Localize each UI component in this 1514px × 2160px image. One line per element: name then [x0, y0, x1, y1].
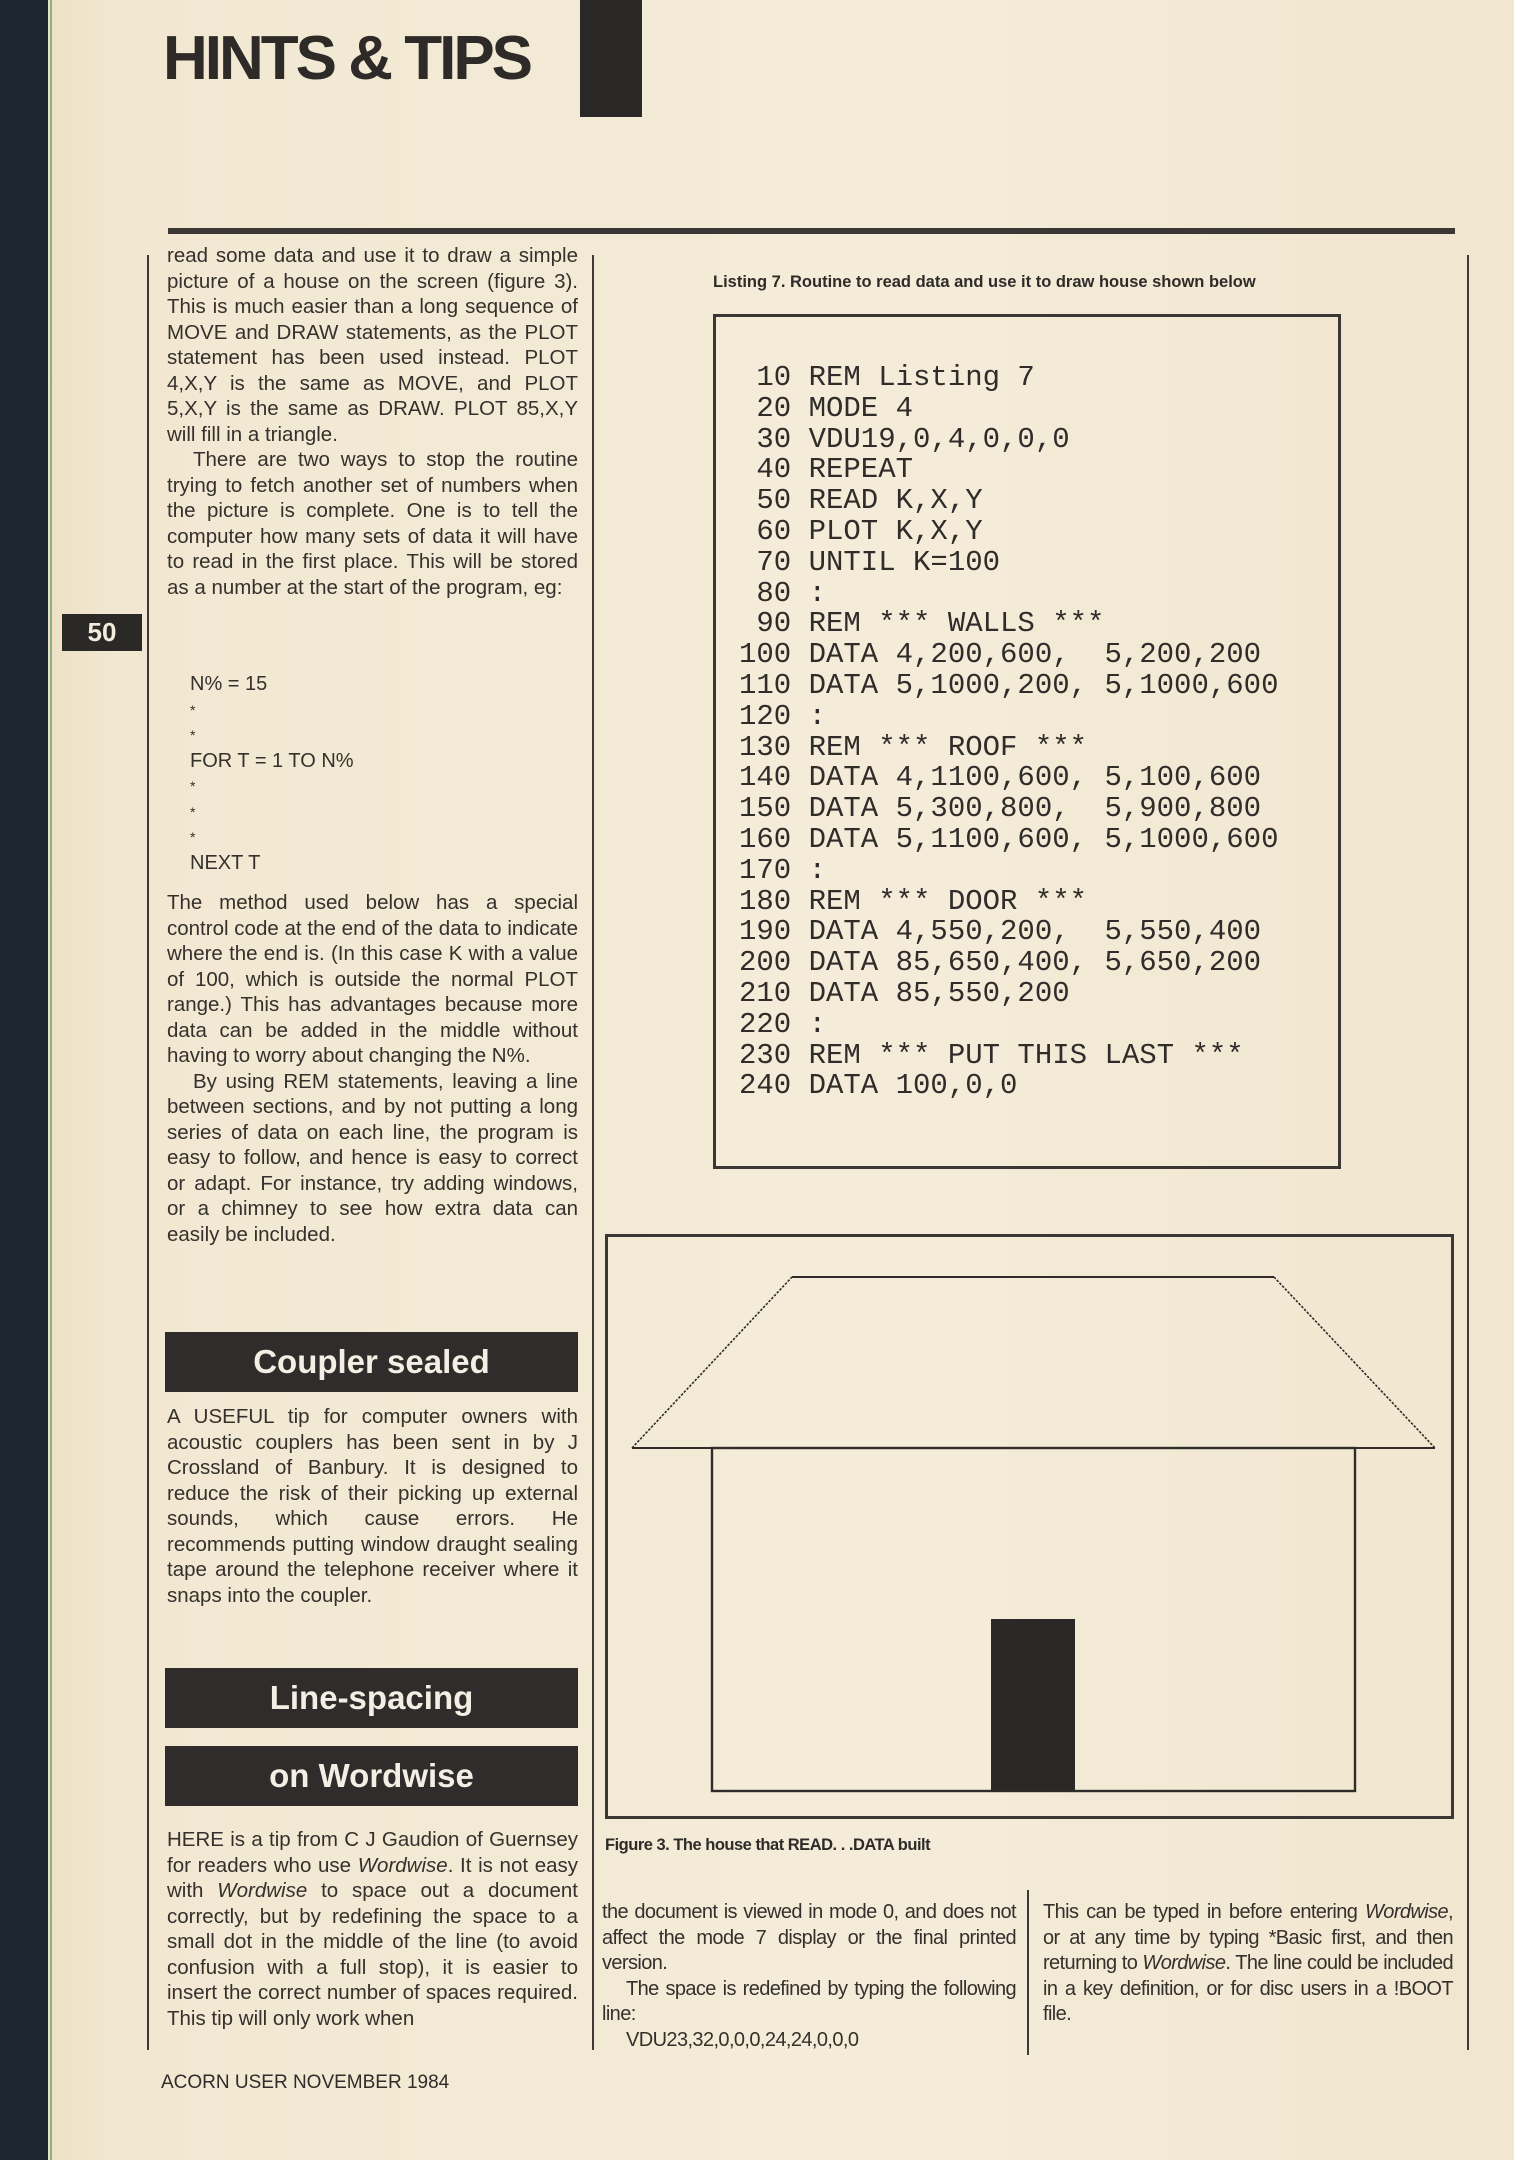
- code-line: [739, 391, 1278, 425]
- line-code: DATA 100,0,0: [808, 1069, 1018, 1103]
- code-listing: [739, 363, 1278, 1102]
- program-line: *: [190, 701, 196, 718]
- line-code: READ K,X,Y: [808, 484, 983, 518]
- code-line: [739, 545, 1278, 579]
- code-line: [739, 1007, 1278, 1041]
- line-number: 90: [756, 607, 792, 641]
- product-name: Wordwise: [217, 1879, 308, 1902]
- code-line: [739, 668, 1279, 702]
- line-code: DATA 85,550,200: [808, 976, 1070, 1010]
- coupler-text: [167, 1404, 578, 1608]
- binding-line: [50, 0, 52, 2160]
- line-code: :: [808, 576, 826, 610]
- wordwise-text: [167, 1827, 578, 2031]
- paragraph: [1043, 1900, 1453, 2028]
- text: to space out a document correctly, but by redefining the space to a small dot in the middle of the line (to avoid confusion with a full stop), it is easier to insert the correct number of spaces required. This tip will only work when: [167, 1879, 578, 2030]
- code-line: [739, 363, 1278, 394]
- line-code: REM *** WALLS ***: [808, 607, 1105, 641]
- line-number: 240: [739, 1069, 792, 1103]
- code-line: [739, 730, 1278, 764]
- code-line: [739, 763, 1278, 794]
- line-number: 150: [739, 792, 792, 826]
- line-code: REM Listing 7: [808, 361, 1035, 394]
- line-number: 60: [756, 514, 792, 548]
- figure-caption: Figure 3. The house that READ. . .DATA built: [605, 1836, 931, 1854]
- line-number: 10: [756, 361, 792, 394]
- code-line: [739, 640, 1278, 671]
- line-number: 180: [739, 884, 792, 918]
- product-name: Wordwise: [357, 1853, 448, 1877]
- line-code: VDU19,0,4,0,0,0: [808, 422, 1070, 456]
- column-rule-bottom: [1027, 1890, 1029, 2055]
- paragraph: A USEFUL tip for computer owners with acoustic couplers has been sent in by J Crossland of Banbury. It is designed to reduce the risk of their picking up external sounds, which cause errors. He recommends putting window draught sealing tape around the telephone receiver where it snaps into the coupler.: [167, 1405, 578, 1607]
- page-number: 50: [62, 614, 142, 651]
- paragraph: The space is redefined by typing the following line:: [602, 1977, 1016, 2025]
- line-number: 20: [756, 391, 792, 425]
- paragraph: There are two ways to stop the routine trying to fetch another set of numbers when the picture is complete. One is to tell the computer how many sets of data it will have to read in the first place. This will be stored as a number at the start of the program, eg:: [167, 448, 578, 599]
- line-code: MODE 4: [808, 391, 914, 425]
- column-rule-middle: [592, 255, 594, 2050]
- paragraph: The method used below has a special control code at the end of the data to indicate where the end is. (In this case K with a value of 100, which is outside the normal PLOT range.) This has advantages because more data can be added in the middle without having to worry about changing the N%.: [167, 891, 578, 1067]
- line-code: DATA 4,550,200, 5,550,400: [808, 915, 1262, 949]
- text: This can be typed in before entering: [1043, 1901, 1366, 1923]
- line-number: 160: [739, 822, 792, 856]
- house-door: [991, 1619, 1075, 1791]
- text: . The line could be included in a key definition, or for disc users in a !BOOT file.: [1043, 1952, 1453, 2025]
- line-code: DATA 5,1100,600, 5,1000,600: [808, 822, 1279, 856]
- line-code: :: [808, 1007, 826, 1041]
- program-line: NEXT T: [190, 851, 261, 874]
- line-code: REM *** ROOF ***: [808, 730, 1088, 764]
- roof-left: [632, 1277, 792, 1448]
- house-drawing: [608, 1237, 1451, 1816]
- program-line: *: [190, 829, 196, 845]
- product-name: Wordwise: [1142, 1952, 1226, 1974]
- page-footer: ACORN USER NOVEMBER 1984: [161, 2072, 450, 2093]
- listing-box: [713, 314, 1341, 1169]
- code-line: [739, 853, 1278, 887]
- code-line: [739, 794, 1278, 825]
- line-number: 110: [739, 668, 792, 702]
- line-code: DATA 5,1000,200, 5,1000,600: [808, 668, 1279, 702]
- article-intro: [167, 243, 578, 600]
- code-line: [739, 822, 1279, 856]
- program-line: *: [190, 727, 196, 743]
- line-number: 220: [739, 1007, 792, 1041]
- wordwise-column-3: [1043, 1900, 1453, 2028]
- line-number: 40: [756, 453, 792, 487]
- line-code: DATA 5,300,800, 5,900,800: [808, 792, 1262, 826]
- line-code: :: [808, 853, 826, 887]
- line-number: 230: [739, 1038, 792, 1072]
- code-line: [739, 1038, 1278, 1072]
- text: , or at any time by typing *Basic first, and then returning to: [1043, 1901, 1453, 1974]
- text: . It is not easy with: [167, 1853, 578, 1902]
- line-code: REM *** PUT THIS LAST ***: [808, 1038, 1244, 1072]
- code-line: [739, 948, 1278, 979]
- section-title: HINTS & TIPS: [163, 24, 531, 93]
- code-line: [739, 1071, 1278, 1102]
- paragraph: the document is viewed in mode 0, and does not affect the mode 7 display or the final printed version.: [602, 1901, 1016, 1974]
- article-continued: [167, 890, 578, 1247]
- roof-right: [1274, 1277, 1435, 1448]
- line-number: 190: [739, 915, 792, 949]
- line-number: 140: [739, 761, 792, 795]
- coupler-heading: Coupler sealed: [165, 1332, 578, 1392]
- code-line: [739, 422, 1278, 456]
- header-rule: [168, 228, 1455, 234]
- line-code: REM *** DOOR ***: [808, 884, 1088, 918]
- line-number: 100: [739, 638, 792, 672]
- title-block-decoration: [580, 0, 642, 117]
- line-number: 120: [739, 699, 792, 733]
- listing-caption: Listing 7. Routine to read data and use it to draw house shown below: [713, 273, 1256, 291]
- product-name: Wordwise: [1365, 1901, 1449, 1923]
- code-line: [739, 917, 1278, 948]
- house-figure: [605, 1234, 1454, 1819]
- line-number: 70: [756, 545, 792, 579]
- paragraph: [167, 1827, 578, 2031]
- line-number: 210: [739, 976, 792, 1010]
- vdu-command: VDU23,32,0,0,0,24,24,0,0,0: [626, 2028, 859, 2051]
- paragraph: read some data and use it to draw a simple picture of a house on the screen (figure 3). This is much easier than a long sequence of MOVE and DRAW statements, as the PLOT statement has been used instead. PLOT 4,X,Y is the same as MOVE, and PLOT 5,X,Y is the same as DRAW. PLOT 85,X,Y will fill in a triangle.: [167, 244, 578, 446]
- code-line: [739, 609, 1278, 640]
- program-line: *: [190, 778, 196, 794]
- example-program: [190, 672, 354, 876]
- text: HERE is a tip from C J Gaudion of Guernsey for readers who use: [167, 1828, 578, 1877]
- line-code: DATA 4,1100,600, 5,100,600: [808, 761, 1262, 795]
- line-number: 200: [739, 946, 792, 980]
- paragraph: By using REM statements, leaving a line between sections, and by not putting a long series of data on each line, the program is easy to follow, and hence is easy to correct or adapt. For instance, try adding windows, or a chimney to see how extra data can easily be included.: [167, 1069, 578, 1246]
- wordwise-heading-line2: on Wordwise: [165, 1746, 578, 1806]
- line-number: 80: [756, 576, 792, 610]
- line-code: UNTIL K=100: [808, 545, 1001, 579]
- program-line: FOR T = 1 TO N%: [190, 749, 354, 772]
- code-line: [739, 884, 1278, 918]
- line-code: PLOT K,X,Y: [808, 514, 983, 548]
- code-line: [739, 699, 1278, 733]
- code-line: [739, 455, 1278, 486]
- code-line: [739, 486, 1278, 517]
- wordwise-column-2: [602, 1900, 1016, 2053]
- column-rule-left: [147, 255, 149, 2050]
- code-line: [739, 514, 1278, 548]
- wordwise-heading-line1: Line-spacing: [165, 1668, 578, 1728]
- line-number: 130: [739, 730, 792, 764]
- line-code: DATA 4,200,600, 5,200,200: [808, 638, 1262, 672]
- column-rule-right: [1467, 255, 1469, 2050]
- line-code: REPEAT: [808, 453, 914, 487]
- line-number: 50: [756, 484, 792, 518]
- code-line: [739, 576, 1278, 610]
- binding-edge: [0, 0, 48, 2160]
- line-code: :: [808, 699, 826, 733]
- program-line: N% = 15: [190, 673, 268, 695]
- line-number: 170: [739, 853, 792, 887]
- program-line: *: [190, 803, 196, 820]
- line-code: DATA 85,650,400, 5,650,200: [808, 946, 1262, 980]
- line-number: 30: [756, 422, 792, 456]
- code-line: [739, 976, 1278, 1010]
